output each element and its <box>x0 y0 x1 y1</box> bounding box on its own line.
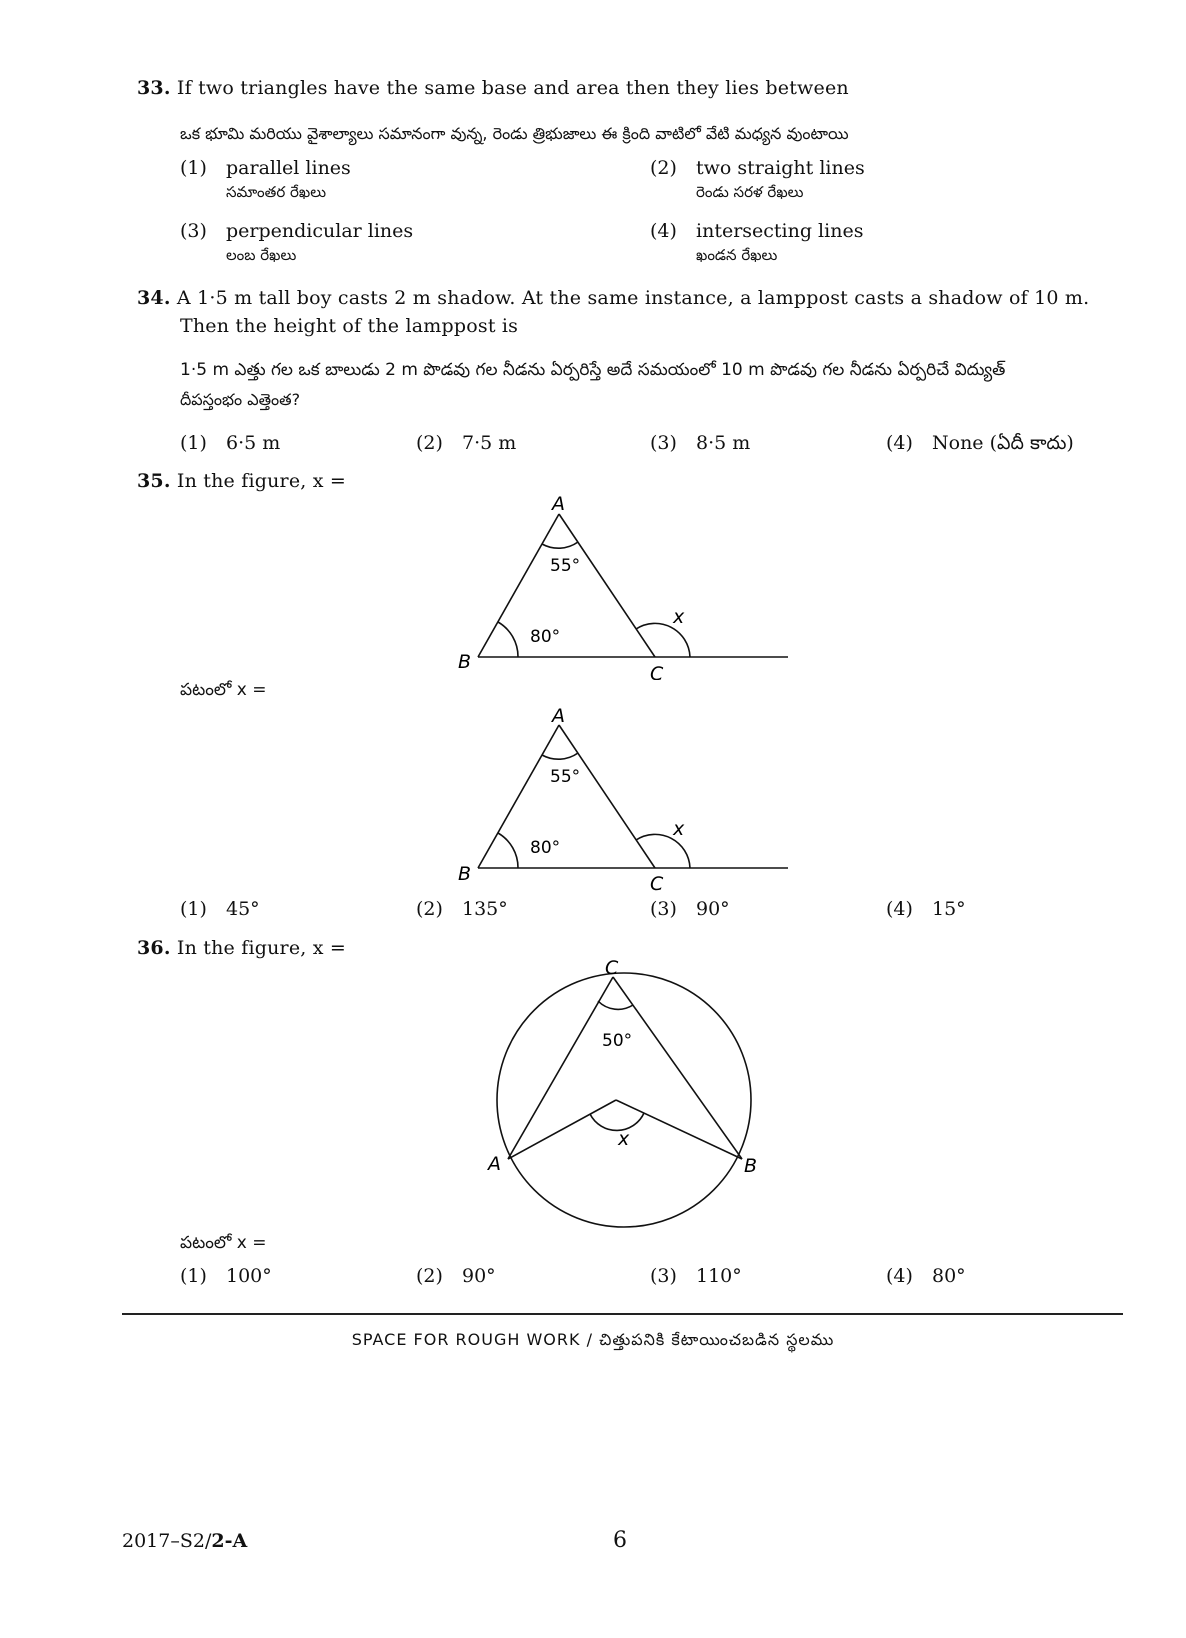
angle-x-label: x <box>673 818 685 840</box>
option-text: 15° <box>932 898 966 920</box>
angle-x-label: x <box>673 606 685 628</box>
angle-x-arc <box>590 1113 644 1130</box>
q34-option-4[interactable] <box>886 432 1074 459</box>
option-number: (4) <box>650 220 677 242</box>
q35-number: 35. <box>137 470 171 492</box>
label-c: C <box>650 873 664 892</box>
q36-option-1[interactable] <box>180 1265 272 1287</box>
label-a: A <box>552 705 565 727</box>
page-number: 6 <box>613 1528 627 1553</box>
option-number: (4) <box>886 898 913 920</box>
option-number: (3) <box>650 432 677 454</box>
paper-code-set: 2-A <box>211 1530 248 1552</box>
circle <box>497 973 751 1227</box>
angle-c-arc <box>598 1001 633 1009</box>
q36-stem <box>137 937 346 959</box>
option-number: (3) <box>180 220 207 242</box>
option-text: 100° <box>226 1265 272 1287</box>
side-ac <box>559 725 655 868</box>
option-text: 45° <box>226 898 260 920</box>
option-number: (1) <box>180 1265 207 1287</box>
option-text: None (ఏదీ కాదు) <box>932 432 1074 454</box>
q35-option-4[interactable] <box>886 898 966 920</box>
triangle-abc <box>478 725 788 868</box>
q34-option-2[interactable] <box>416 432 516 454</box>
angle-a-arc <box>542 753 578 759</box>
q36-option-4[interactable] <box>886 1265 966 1287</box>
triangle-abc <box>478 514 788 657</box>
option-telugu: ఖండన రేఖలు <box>696 246 778 264</box>
q34-telugu-line2: దీపస్తంభం ఎత్తెంత? <box>180 390 301 409</box>
option-number: (3) <box>650 1265 677 1287</box>
rough-work-label: SPACE FOR ROUGH WORK / చిత్తుపనికి కేటాయించబడిన స్థలము <box>351 1330 835 1349</box>
q36-telugu <box>180 1233 266 1257</box>
label-a: A <box>488 1153 501 1175</box>
q35-option-3[interactable] <box>650 898 730 920</box>
label-a: A <box>552 493 565 515</box>
q36-number: 36. <box>137 937 171 959</box>
angle-x-label: x <box>618 1128 630 1150</box>
angle-b-value: 80° <box>530 838 561 858</box>
option-text: two straight lines <box>696 157 865 179</box>
q33-option-4[interactable] <box>650 220 863 268</box>
q35-figure-telugu <box>440 700 800 892</box>
q36-text: In the figure, x = <box>176 937 347 959</box>
q33-stem <box>137 77 849 99</box>
option-number: (1) <box>180 898 207 920</box>
q33-option-1[interactable] <box>180 157 351 205</box>
option-text: 6·5 m <box>226 432 281 454</box>
label-c: C <box>605 957 619 979</box>
option-telugu: సమాంతర రేఖలు <box>226 183 327 201</box>
q34-text-line2: Then the height of the lamppost is <box>180 315 519 337</box>
q33-text: If two triangles have the same base and area then they lies between <box>176 77 849 99</box>
circle-figure <box>497 973 751 1227</box>
angle-a-value: 55° <box>550 556 581 576</box>
option-number: (2) <box>416 432 443 454</box>
q36-option-2[interactable] <box>416 1265 496 1287</box>
option-number: (2) <box>650 157 677 179</box>
q35-option-1[interactable] <box>180 898 260 920</box>
q33-option-2[interactable] <box>650 157 865 205</box>
option-number: (1) <box>180 432 207 454</box>
option-text: parallel lines <box>226 157 351 179</box>
side-ac <box>559 514 655 657</box>
angle-c-value: 50° <box>602 1031 633 1051</box>
angle-b-arc <box>498 622 518 657</box>
option-text: 90° <box>462 1265 496 1287</box>
q35-text: In the figure, x = <box>176 470 347 492</box>
option-number: (3) <box>650 898 677 920</box>
option-number: (4) <box>886 1265 913 1287</box>
q34-option-3[interactable] <box>650 432 750 454</box>
option-text: 135° <box>462 898 508 920</box>
option-text: 7·5 m <box>462 432 517 454</box>
option-text: 80° <box>932 1265 966 1287</box>
option-text: 8·5 m <box>696 432 751 454</box>
label-b: B <box>458 651 472 673</box>
q35-stem <box>137 470 346 492</box>
q33-telugu: ఒక భూమి మరియు వైశాల్యాలు సమానంగా వున్న, రెండు త్రిభుజాలు ఈ క్రింది వాటిలో వేటి మధ్యన వుంటాయి <box>180 124 849 143</box>
q34-stem <box>137 287 1089 309</box>
q36-figure <box>480 952 770 1242</box>
option-number: (1) <box>180 157 207 179</box>
option-telugu: లంబ రేఖలు <box>226 246 297 264</box>
q33-number: 33. <box>137 77 171 99</box>
q35-telugu-text: పటంలో x = <box>180 680 267 700</box>
q33-option-3[interactable] <box>180 220 413 268</box>
option-text: 90° <box>696 898 730 920</box>
divider <box>122 1313 1123 1315</box>
q34-option-1[interactable] <box>180 432 280 454</box>
chord-cb <box>613 977 742 1159</box>
option-number: (2) <box>416 898 443 920</box>
angle-a-value: 55° <box>550 767 581 787</box>
q35-figure-english <box>440 490 800 680</box>
q34-number: 34. <box>137 287 171 309</box>
angle-b-arc <box>498 833 518 868</box>
label-b: B <box>458 863 472 885</box>
q34-text-line1: A 1·5 m tall boy casts 2 m shadow. At the same instance, a lamppost casts a shadow of 10 m. <box>176 287 1090 309</box>
paper-code-prefix: 2017–S2/ <box>122 1530 212 1552</box>
label-c: C <box>650 663 664 680</box>
angle-a-arc <box>542 542 578 548</box>
q34-telugu-line1: 1·5 m ఎత్తు గల ఒక బాలుడు 2 m పొడవు గల నీడను ఏర్పరిస్తే అదే సమయంలో 10 m పొడవు గల నీడను ఏర్పరిచే విద్యుత్ <box>180 360 1006 380</box>
paper-code <box>122 1530 247 1552</box>
radius-ob <box>616 1100 742 1159</box>
label-b: B <box>744 1155 758 1177</box>
q36-telugu-text: పటంలో x = <box>180 1233 267 1253</box>
option-text: 110° <box>696 1265 742 1287</box>
angle-b-value: 80° <box>530 627 561 647</box>
q35-option-2[interactable] <box>416 898 508 920</box>
q36-option-3[interactable] <box>650 1265 742 1287</box>
option-number: (4) <box>886 432 913 454</box>
option-text: perpendicular lines <box>226 220 414 242</box>
chord-ca <box>508 977 613 1159</box>
q35-telugu <box>180 680 266 704</box>
option-text: intersecting lines <box>696 220 864 242</box>
option-telugu: రెండు సరళ రేఖలు <box>696 183 804 201</box>
option-number: (2) <box>416 1265 443 1287</box>
